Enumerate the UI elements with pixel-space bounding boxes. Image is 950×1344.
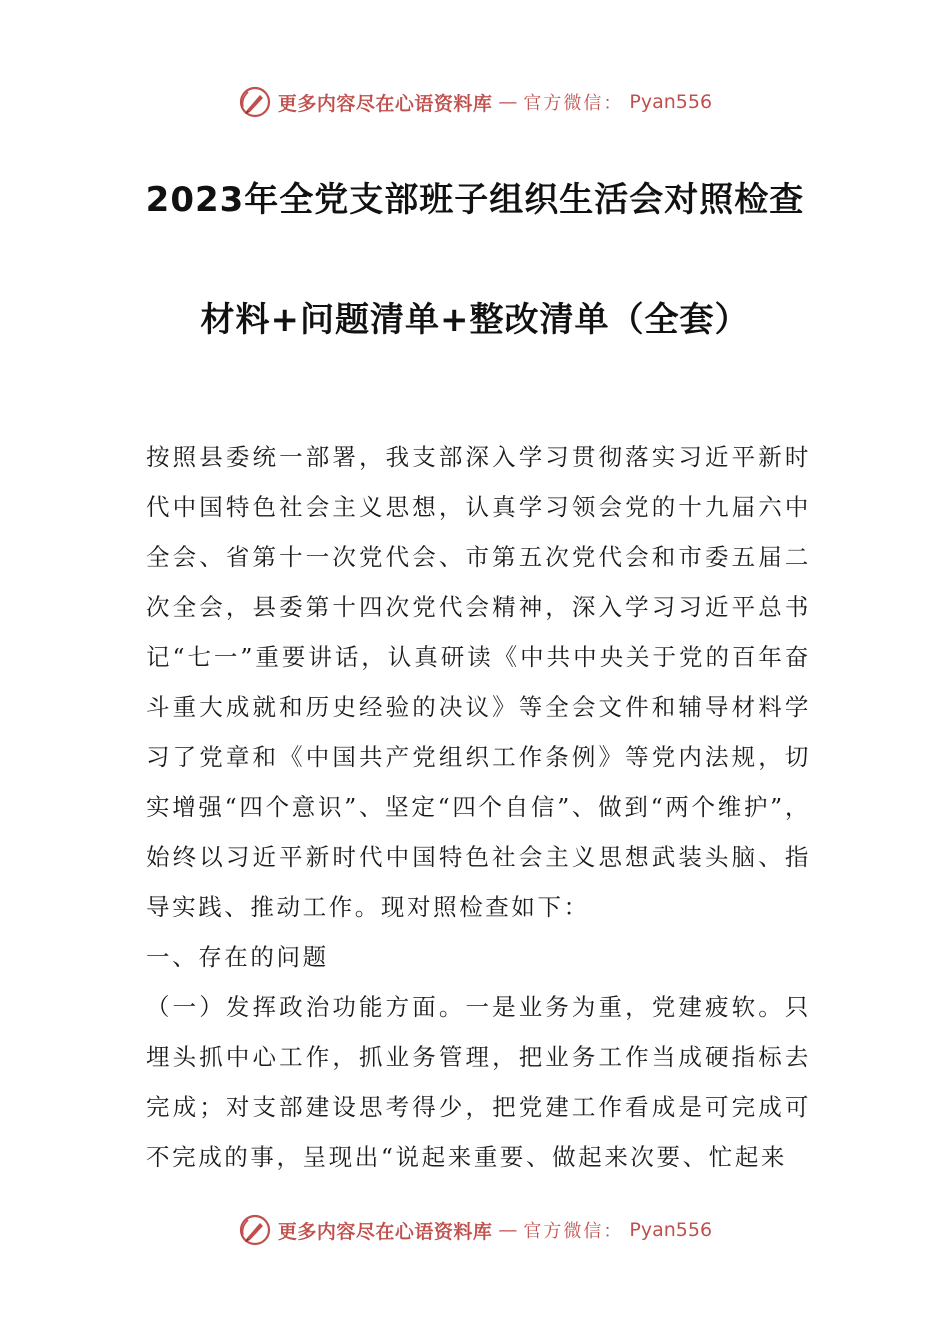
pen-logo-icon xyxy=(238,1213,272,1247)
watermark-site-text: 更多内容尽在心语资料库 xyxy=(277,1220,493,1243)
document-title-line-2: 材料+问题清单+整改清单（全套） xyxy=(200,300,750,340)
watermark-banner-bottom xyxy=(0,1210,950,1250)
intro-paragraph: 按照县委统一部署，我支部深入学习贯彻落实习近平新时代中国特色社会主义思想，认真学习领会党的十九届六中全会、省第十一次党代会、市第五次党代会和市委五届二次全会，县委第十四次党代会精神，深入学习习近平总书记“七一”重要讲话，认真研读《中共中央关于党的百年奋斗重大成就和历史经验的决议》等全会文件和辅导材料学习了党章和《中国共产党组织工作条例》等党内法规，切实增强“四个意识”、坚定“四个自信”、做到“两个维护”，始终以习近平新时代中国特色社会主义思想武装头脑、指导实践、推动工作。现对照检查如下： xyxy=(146,443,811,921)
document-body xyxy=(146,432,811,1182)
watermark-site-text: 更多内容尽在心语资料库 xyxy=(277,92,493,115)
watermark-wechat-id: Pyan556 xyxy=(629,91,713,113)
section-paragraph: （一）发挥政治功能方面。一是业务为重，党建疲软。只埋头抓中心工作，抓业务管理，把业务工作当成硬指标去完成；对支部建设思考得少，把党建工作看成是可完成可不完成的事，呈现出“说起来重要、做起来次要、忙起来 xyxy=(146,993,811,1171)
section-heading: 一、存在的问题 xyxy=(146,943,329,971)
watermark-wechat-label: 官方微信： xyxy=(523,93,624,114)
watermark-dash: — xyxy=(498,1219,518,1241)
pen-logo-icon xyxy=(238,85,272,119)
watermark-dash: — xyxy=(498,91,518,113)
watermark-wechat-id: Pyan556 xyxy=(629,1219,713,1241)
watermark-banner-top xyxy=(0,82,950,122)
document-title-line-1: 2023年全党支部班子组织生活会对照检查 xyxy=(145,180,805,220)
watermark-wechat-label: 官方微信： xyxy=(523,1221,624,1242)
